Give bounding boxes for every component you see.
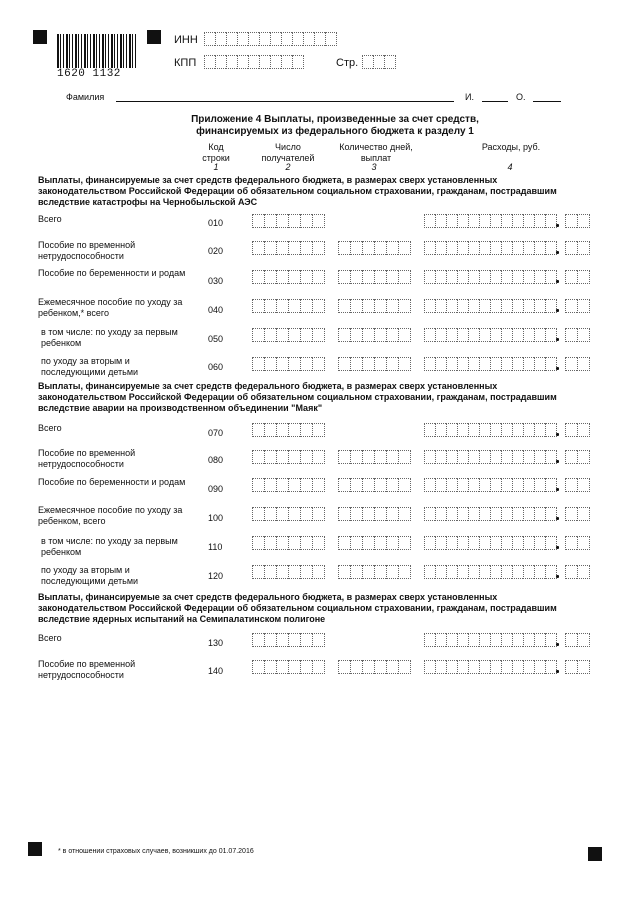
inn-field[interactable] — [204, 32, 337, 46]
page-number-field[interactable] — [362, 55, 396, 69]
barcode — [57, 34, 137, 70]
row-label: в том числе: по уходу за первым ребенком — [41, 536, 178, 557]
expenses-kopecks-field[interactable] — [565, 241, 590, 255]
recipients-field[interactable] — [252, 270, 325, 284]
kpp-label: КПП — [174, 57, 197, 69]
row-label: Пособие по временной нетрудоспособности — [38, 448, 136, 469]
days-count-field[interactable] — [338, 536, 411, 550]
decimal-point — [556, 575, 559, 578]
row-code: 080 — [208, 455, 224, 465]
row-code: 110 — [208, 542, 223, 552]
row-code: 140 — [208, 666, 224, 676]
row-code: 090 — [208, 484, 224, 494]
expenses-kopecks-field[interactable] — [565, 536, 590, 550]
days-count-field[interactable] — [338, 241, 411, 255]
recipients-field[interactable] — [252, 357, 325, 371]
barcode-number: 1620 1132 — [57, 68, 139, 80]
decimal-point — [556, 488, 559, 491]
col-number-4: 4 — [507, 162, 513, 172]
expenses-kopecks-field[interactable] — [565, 299, 590, 313]
page-title-line1: Приложение 4 Выплаты, произведенные за счет средств, — [191, 114, 479, 125]
row-code: 070 — [208, 428, 224, 438]
days-count-field[interactable] — [338, 478, 411, 492]
expenses-kopecks-field[interactable] — [565, 450, 590, 464]
registration-marker-top-mid — [147, 30, 161, 44]
recipients-field[interactable] — [252, 507, 325, 521]
days-count-field[interactable] — [338, 299, 411, 313]
expenses-rubles-field[interactable] — [424, 299, 557, 313]
recipients-field[interactable] — [252, 660, 325, 674]
days-count-field[interactable] — [338, 270, 411, 284]
expenses-rubles-field[interactable] — [424, 241, 557, 255]
decimal-point — [556, 670, 559, 673]
recipients-field[interactable] — [252, 328, 325, 342]
col-header-recipients: Число получателей — [261, 142, 315, 163]
recipients-field[interactable] — [252, 633, 325, 647]
row-label: Ежемесячное пособие по уходу за ребенком, всего — [38, 505, 183, 526]
col-header-days: Количество дней, выплат — [339, 142, 413, 163]
footnote: * в отношении страховых случаев, возникших до 01.07.2016 — [58, 848, 254, 855]
expenses-rubles-field[interactable] — [424, 660, 557, 674]
row-code: 040 — [208, 305, 224, 315]
row-code: 020 — [208, 246, 224, 256]
row-code: 010 — [208, 218, 224, 228]
expenses-rubles-field[interactable] — [424, 270, 557, 284]
col-number-3: 3 — [371, 162, 377, 172]
page-label: Стр. — [336, 57, 359, 69]
expenses-kopecks-field[interactable] — [565, 328, 590, 342]
recipients-field[interactable] — [252, 565, 325, 579]
decimal-point — [556, 338, 559, 341]
row-label: по уходу за вторым и последующими детьми — [41, 565, 139, 586]
registration-marker-bottom-left — [28, 842, 42, 856]
decimal-point — [556, 224, 559, 227]
recipients-field[interactable] — [252, 241, 325, 255]
surname-label: Фамилия — [66, 92, 105, 102]
expenses-rubles-field[interactable] — [424, 478, 557, 492]
expenses-kopecks-field[interactable] — [565, 565, 590, 579]
decimal-point — [556, 309, 559, 312]
inn-label: ИНН — [174, 34, 198, 46]
days-count-field[interactable] — [338, 450, 411, 464]
row-code: 050 — [208, 334, 224, 344]
expenses-kopecks-field[interactable] — [565, 478, 590, 492]
decimal-point — [556, 517, 559, 520]
initial-i-line[interactable] — [482, 101, 508, 102]
expenses-rubles-field[interactable] — [424, 357, 557, 371]
days-count-field[interactable] — [338, 660, 411, 674]
expenses-kopecks-field[interactable] — [565, 214, 590, 228]
expenses-rubles-field[interactable] — [424, 507, 557, 521]
decimal-point — [556, 460, 559, 463]
row-code: 060 — [208, 362, 224, 372]
decimal-point — [556, 280, 559, 283]
expenses-kopecks-field[interactable] — [565, 507, 590, 521]
col-number-2: 2 — [285, 162, 291, 172]
registration-marker-top-left — [33, 30, 47, 44]
decimal-point — [556, 643, 559, 646]
initial-o-label: О. — [516, 92, 526, 102]
expenses-kopecks-field[interactable] — [565, 423, 590, 437]
expenses-rubles-field[interactable] — [424, 536, 557, 550]
recipients-field[interactable] — [252, 299, 325, 313]
row-label: Пособие по беременности и родам — [38, 477, 186, 487]
row-label: Пособие по временной нетрудоспособности — [38, 659, 136, 680]
decimal-point — [556, 251, 559, 254]
section-heading-chernobyl: Выплаты, финансируемые за счет средств федерального бюджета, в размерах сверх установленных законодательством Российской Федерации об обязательном социальном страховании, гражданам, пострадавшим вследствие катастрофы на Чернобыльской АЭС — [38, 175, 557, 207]
recipients-field[interactable] — [252, 214, 325, 228]
page-title-line2: финансируемых из федерального бюджета к разделу 1 — [196, 126, 474, 137]
initial-i-label: И. — [465, 92, 474, 102]
section-heading-semipalatinsk: Выплаты, финансируемые за счет средств федерального бюджета, в размерах сверх установленных законодательством Российской Федерации об обязательном социальном страховании, гражданам, пострадавшим вследствие ядерных испытаний на Семипалатинском полигоне — [38, 592, 557, 624]
row-label: Ежемесячное пособие по уходу за ребенком,* всего — [38, 297, 183, 318]
expenses-rubles-field[interactable] — [424, 423, 557, 437]
row-code: 100 — [208, 513, 224, 523]
row-label: Всего — [38, 214, 62, 224]
expenses-rubles-field[interactable] — [424, 450, 557, 464]
col-header-code: Код строки — [202, 142, 230, 163]
expenses-rubles-field[interactable] — [424, 565, 557, 579]
row-label: в том числе: по уходу за первым ребенком — [41, 327, 178, 348]
initial-o-line[interactable] — [533, 101, 561, 102]
days-count-field[interactable] — [338, 507, 411, 521]
decimal-point — [556, 433, 559, 436]
row-code: 120 — [208, 571, 224, 581]
section-heading-mayak: Выплаты, финансируемые за счет средств федерального бюджета, в размерах сверх установленных законодательством Российской Федерации об обязательном социальном страховании, гражданам, пострадавшим вследствие аварии на производственном объединении "Маяк" — [38, 381, 557, 413]
decimal-point — [556, 546, 559, 549]
recipients-field[interactable] — [252, 423, 325, 437]
recipients-field[interactable] — [252, 478, 325, 492]
row-code: 130 — [208, 638, 224, 648]
recipients-field[interactable] — [252, 536, 325, 550]
surname-line[interactable] — [116, 101, 454, 102]
decimal-point — [556, 367, 559, 370]
expenses-kopecks-field[interactable] — [565, 660, 590, 674]
expenses-rubles-field[interactable] — [424, 214, 557, 228]
expenses-kopecks-field[interactable] — [565, 357, 590, 371]
expenses-kopecks-field[interactable] — [565, 633, 590, 647]
recipients-field[interactable] — [252, 450, 325, 464]
expenses-rubles-field[interactable] — [424, 328, 557, 342]
days-count-field[interactable] — [338, 565, 411, 579]
days-count-field[interactable] — [338, 328, 411, 342]
row-label: Всего — [38, 423, 62, 433]
row-label: Пособие по беременности и родам — [38, 268, 186, 278]
row-label: Всего — [38, 633, 62, 643]
col-number-1: 1 — [213, 162, 219, 172]
row-label: Пособие по временной нетрудоспособности — [38, 240, 136, 261]
registration-marker-bottom-right — [588, 847, 602, 861]
row-label: по уходу за вторым и последующими детьми — [41, 356, 139, 377]
days-count-field[interactable] — [338, 357, 411, 371]
col-header-expenses: Расходы, руб. — [481, 142, 541, 152]
expenses-kopecks-field[interactable] — [565, 270, 590, 284]
expenses-rubles-field[interactable] — [424, 633, 557, 647]
kpp-field[interactable] — [204, 55, 304, 69]
row-code: 030 — [208, 276, 224, 286]
